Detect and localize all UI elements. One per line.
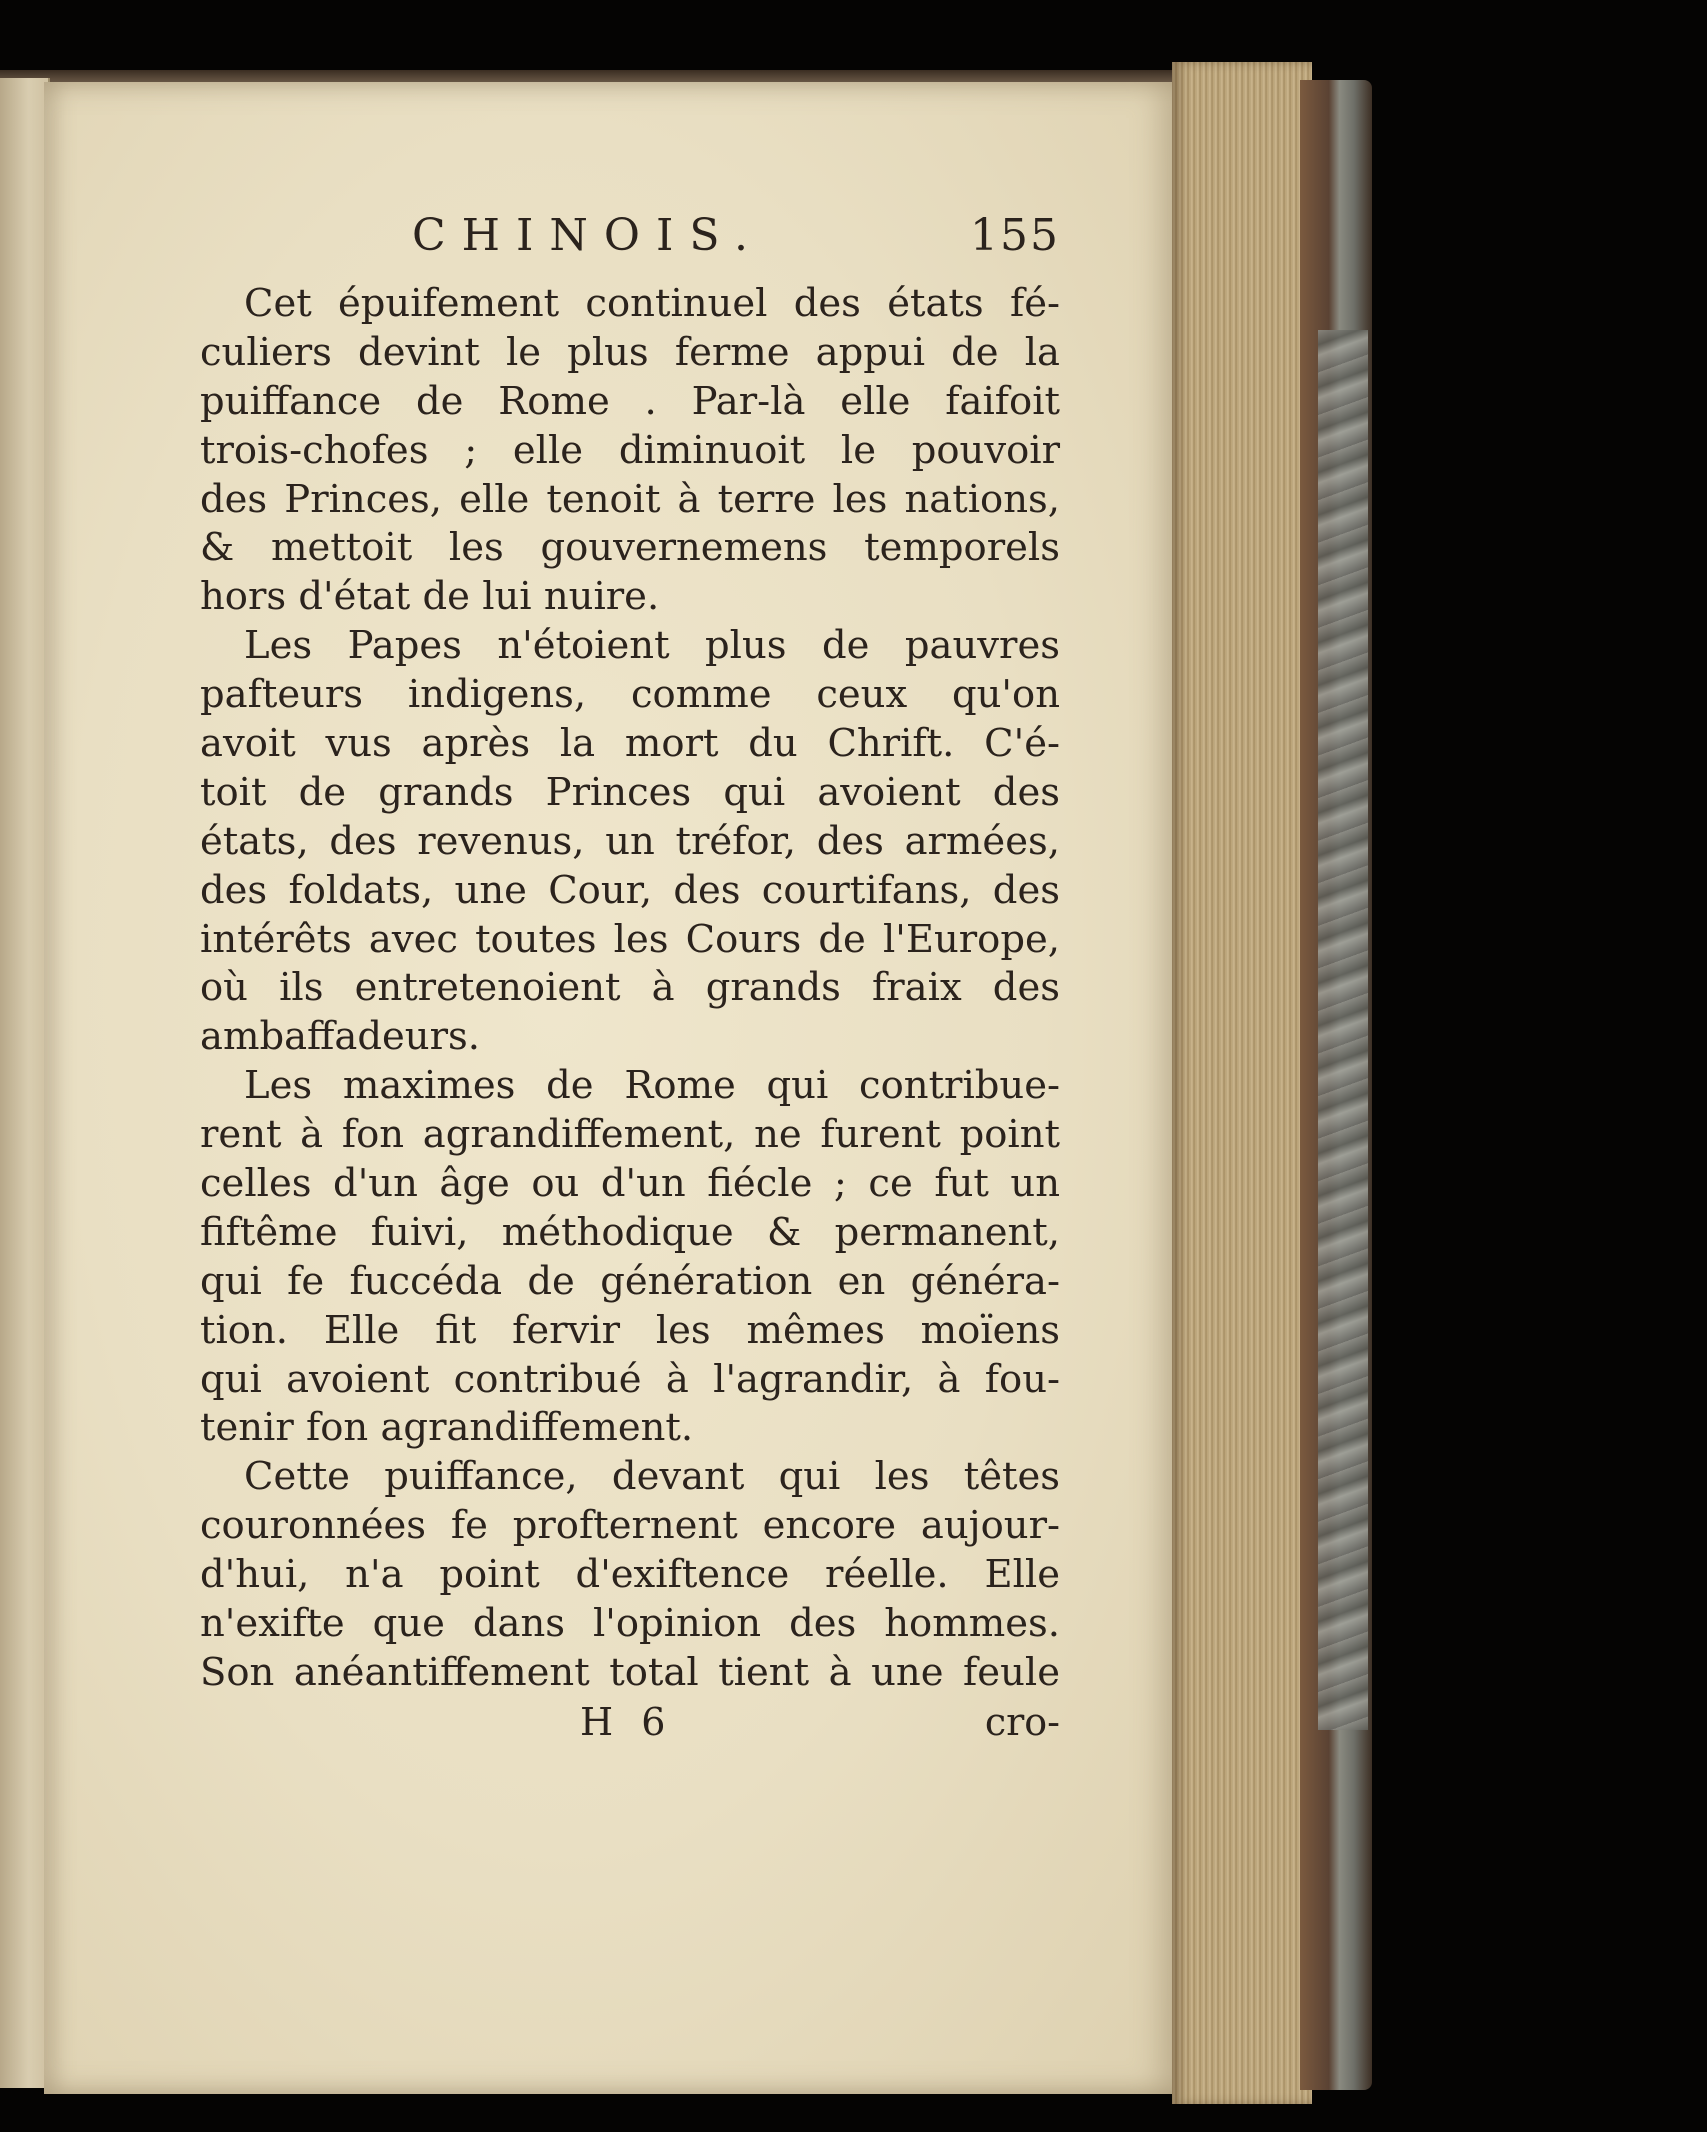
text-line: ambaffadeurs. — [200, 1014, 480, 1060]
running-title: CHINOIS. — [412, 210, 764, 261]
text-line: des Princes, elle tenoit à terre les nations, — [200, 476, 1060, 522]
signature-mark: H 6 — [580, 1699, 674, 1744]
text-line: qui avoient contribué à l'agrandir, à fou- — [200, 1356, 1060, 1402]
text-line: états, des revenus, un tréfor, des armées, — [200, 818, 1060, 864]
text-line: où ils entretenoient à grands fraix des — [200, 965, 1060, 1011]
text-line: toit de grands Princes qui avoient des — [200, 769, 1060, 815]
text-line: couronnées fe profternent encore aujour- — [200, 1503, 1060, 1549]
text-block — [200, 210, 1060, 1760]
verso-page-edge — [0, 78, 50, 2088]
text-line: Cette puiffance, devant qui les têtes — [244, 1454, 1060, 1500]
page-number: 155 — [970, 210, 1060, 261]
text-line: Les Papes n'étoient plus de pauvres — [244, 623, 1060, 669]
text-line: fiftême fuivi, méthodique & permanent, — [200, 1209, 1060, 1255]
page-footer — [200, 1700, 1060, 1760]
text-line: avoit vus après la mort du Chrift. C'é- — [200, 721, 1060, 767]
paragraph — [200, 1453, 1060, 1697]
text-line: puiffance de Rome . Par-là elle faifoit — [200, 378, 1060, 424]
paragraph — [200, 622, 1060, 1062]
text-line: Les maximes de Rome qui contribue- — [244, 1063, 1060, 1109]
text-line: hors d'état de lui nuire. — [200, 574, 660, 620]
text-line: tenir fon agrandiffement. — [200, 1405, 694, 1451]
text-line: celles d'un âge ou d'un fiécle ; ce fut un — [200, 1161, 1060, 1207]
text-line: des foldats, une Cour, des courtifans, des — [200, 867, 1060, 913]
fore-edge — [1172, 62, 1312, 2104]
catchword: cro- — [984, 1699, 1060, 1744]
text-line: Son anéantiffement total tient à une feule — [200, 1649, 1060, 1695]
marbled-board — [1318, 330, 1368, 1730]
text-line: qui fe fuccéda de génération en généra- — [200, 1258, 1060, 1304]
paragraph — [200, 1062, 1060, 1453]
paragraph — [200, 280, 1060, 622]
text-line: n'exifte que dans l'opinion des hommes. — [200, 1601, 1060, 1647]
text-line: rent à fon agrandiffement, ne furent point — [200, 1112, 1060, 1158]
text-line: & mettoit les gouvernemens temporels — [200, 525, 1060, 571]
text-line: tion. Elle fit fervir les mêmes moïens — [200, 1307, 1060, 1353]
text-line: d'hui, n'a point d'exiftence réelle. Elle — [200, 1552, 1060, 1598]
running-head — [200, 210, 1060, 280]
text-line: culiers devint le plus ferme appui de la — [200, 329, 1060, 375]
text-line: Cet épuifement continuel des états fé- — [244, 281, 1060, 326]
text-line: intérêts avec toutes les Cours de l'Europe, — [200, 916, 1060, 962]
text-line: trois-chofes ; elle diminuoit le pouvoir — [200, 427, 1060, 473]
text-line: pafteurs indigens, comme ceux qu'on — [200, 672, 1060, 718]
